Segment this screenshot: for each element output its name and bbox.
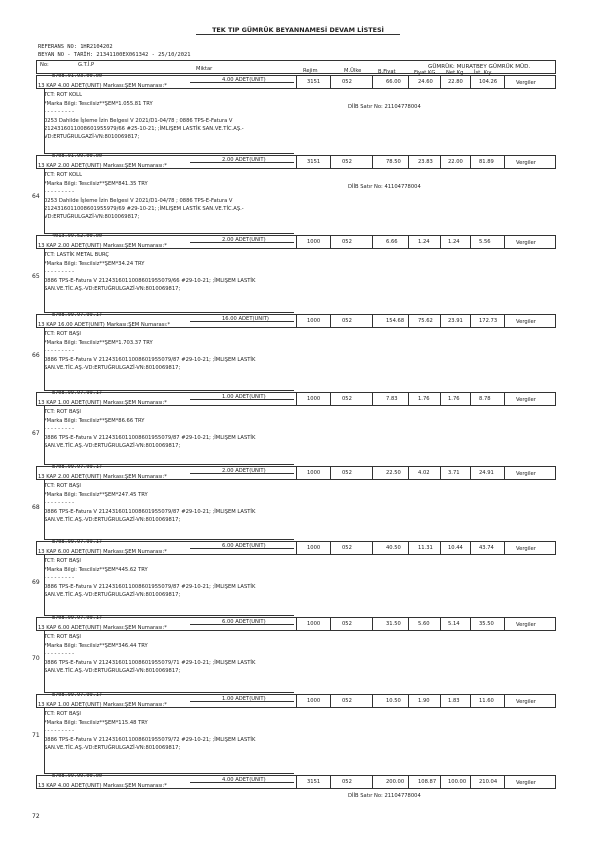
item-6-left-border bbox=[44, 480, 45, 539]
item-5-divider bbox=[470, 392, 471, 406]
item-5-brand-info: *Marka Bilgi: Tescilsiz**ŞEM*86.66 TRY bbox=[44, 418, 145, 424]
item-4-gtip: 8708.99.97.99.17 bbox=[52, 312, 102, 318]
item-7-rejim: 1000 bbox=[307, 545, 321, 551]
item-8-divider bbox=[372, 617, 373, 631]
col-net: Net Kg bbox=[446, 70, 464, 76]
item-7-fkg: 11.31 bbox=[418, 545, 433, 551]
reference-number: REFERANS NO: 1HR2104202 bbox=[38, 44, 113, 50]
item-5-net: 1.76 bbox=[448, 396, 460, 402]
item-6-divider bbox=[408, 466, 409, 480]
item-1-rejim: 3151 bbox=[307, 79, 321, 85]
item-8-package-line: 13 KAP 6.00 ADET(UNIT) Markası:ŞEM Numarası:* bbox=[38, 625, 167, 631]
item-1-divider bbox=[372, 75, 373, 89]
item-6-brand-info: *Marka Bilgi: Tescilsiz**ŞEM*247.45 TRY bbox=[44, 492, 148, 498]
item-3-divider bbox=[408, 235, 409, 249]
item-6-doc-line-1: 0886 TPS-E-Fatura V 2124316011008601955079/87 #29-10-21; ;İMLIŞEM LASTİK bbox=[44, 509, 256, 515]
col-gtip: G.T.İ.P bbox=[78, 62, 95, 68]
title-underline bbox=[196, 34, 400, 35]
document-title: TEK TIP GÜMRÜK BEYANNAMESİ DEVAM LİSTESİ bbox=[212, 26, 384, 34]
item-7-bfiyat: 40.50 bbox=[386, 545, 401, 551]
item-1-net: 22.80 bbox=[448, 79, 463, 85]
item-2-separator: - - - - - - - - - bbox=[44, 189, 75, 195]
item-9-doc-line-2: SAN.VE.TİC.AŞ.-VD:ERTUĞRULGAZİ-VN:8010069817; bbox=[44, 745, 181, 751]
item-7-package-line: 13 KAP 6.00 ADET(UNIT) Markası:ŞEM Numarası:* bbox=[38, 549, 167, 555]
item-7-left-border bbox=[44, 555, 45, 615]
item-7-net: 10.44 bbox=[448, 545, 463, 551]
item-8-divider bbox=[330, 617, 331, 631]
item-5-divider bbox=[440, 392, 441, 406]
item-5-doc-line-2: SAN.VE.TİC.AŞ.-VD:ERTUĞRULGAZİ-VN:8010069817; bbox=[44, 443, 181, 449]
item-2-doc-line-1: 0253 Dahilde İşleme İzin Belgesi V 2021/D1-04/78 ; 0886 TPS-E-Fatura V bbox=[44, 198, 233, 204]
item-2-quantity: 2.00 ADET(UNIT) bbox=[222, 157, 266, 163]
item-5-left-border bbox=[44, 406, 45, 464]
item-1-diib-line: DİİB Satır No: 21104778004 bbox=[348, 104, 421, 110]
item-5-doc-line-1: 0886 TPS-E-Fatura V 2124316011008601955079/87 #29-10-21; ;İMLIŞEM LASTİK bbox=[44, 435, 256, 441]
item-9-country: 052 bbox=[342, 698, 352, 704]
item-7-doc-line-1: 0886 TPS-E-Fatura V 2124316011008601955079/87 #29-10-21; ;İMLIŞEM LASTİK bbox=[44, 584, 256, 590]
item-6-bfiyat: 22.50 bbox=[386, 470, 401, 476]
item-3-separator: - - - - - - - - - bbox=[44, 269, 75, 275]
item-1-left-border bbox=[44, 89, 45, 153]
item-2-divider bbox=[408, 155, 409, 169]
item-1-istat: 104.26 bbox=[479, 79, 498, 85]
item-5-country: 052 bbox=[342, 396, 352, 402]
item-6-divider bbox=[372, 466, 373, 480]
item-1-doc-line-2: 2124316011008601955979/66 #25-10-21; ;İMLIŞEM LASTİK SAN.VE.TİC.AŞ.- bbox=[44, 126, 244, 132]
item-10-divider bbox=[408, 775, 409, 789]
item-8-divider bbox=[470, 617, 471, 631]
item-10-bfiyat: 200.00 bbox=[386, 779, 405, 785]
item-9-brand-info: *Marka Bilgi: Tescilsiz**ŞEM*115.48 TRY bbox=[44, 720, 148, 726]
item-6-package-line: 13 KAP 2.00 ADET(UNIT) Markası:ŞEM Numarası:* bbox=[38, 474, 167, 480]
item-2-item-number: 64 bbox=[32, 193, 40, 200]
item-7-divider bbox=[504, 541, 505, 555]
item-2-diib-line: DİİB Satır No: 41104778004 bbox=[348, 184, 421, 190]
col-bfiyat: B.Fiyat bbox=[378, 69, 396, 75]
item-10-istat: 210.04 bbox=[479, 779, 498, 785]
item-3-doc-line-2: SAN.VE.TİC.AŞ.-VD:ERTUĞRULGAZİ-VN:8010069817; bbox=[44, 286, 181, 292]
item-8-separator: - - - - - - - - - bbox=[44, 651, 75, 657]
item-3-quantity: 2.00 ADET(UNIT) bbox=[222, 237, 266, 243]
item-10-diib-line: DİİB Satır No: 21104778004 bbox=[348, 793, 421, 799]
item-6-country: 052 bbox=[342, 470, 352, 476]
item-10-net: 100.00 bbox=[448, 779, 467, 785]
col-istat: İst. Kıy. bbox=[474, 70, 493, 76]
item-2-divider bbox=[296, 155, 297, 169]
item-9-divider bbox=[470, 694, 471, 708]
item-4-separator: - - - - - - - - - bbox=[44, 348, 75, 354]
item-4-doc-line-2: SAN.VE.TİC.AŞ.-VD:ERTUĞRULGAZİ-VN:8010069817; bbox=[44, 365, 181, 371]
item-3-tct: TCT: LASTİK METAL BURÇ bbox=[44, 252, 110, 258]
item-4-divider bbox=[440, 314, 441, 328]
item-4-divider bbox=[296, 314, 297, 328]
item-3-divider bbox=[372, 235, 373, 249]
item-1-gtip: 8708.91.93.00.00 bbox=[52, 73, 102, 79]
item-2-brand-info: *Marka Bilgi: Tescilsiz**ŞEM*841.35 TRY bbox=[44, 181, 148, 187]
item-4-tct: TCT: ROT BAŞI bbox=[44, 331, 81, 337]
item-2-divider bbox=[372, 155, 373, 169]
item-5-divider bbox=[504, 392, 505, 406]
item-5-item-number: 67 bbox=[32, 430, 40, 437]
item-8-rejim: 1000 bbox=[307, 621, 321, 627]
item-10-divider bbox=[330, 775, 331, 789]
item-4-brand-info: *Marka Bilgi: Tescilsiz**ŞEM*1.703.37 TRY bbox=[44, 340, 153, 346]
item-6-divider bbox=[470, 466, 471, 480]
item-3-brand-info: *Marka Bilgi: Tescilsiz**ŞEM*34.24 TRY bbox=[44, 261, 145, 267]
item-10-country: 052 bbox=[342, 779, 352, 785]
item-9-rejim: 1000 bbox=[307, 698, 321, 704]
item-4-divider bbox=[330, 314, 331, 328]
item-2-istat: 81.89 bbox=[479, 159, 494, 165]
item-3-doc-line-1: 0886 TPS-E-Fatura V 2124316011008601955079/66 #29-10-21; ;İMLIŞEM LASTİK bbox=[44, 278, 256, 284]
item-6-rejim: 1000 bbox=[307, 470, 321, 476]
item-1-divider bbox=[504, 75, 505, 89]
item-4-rejim: 1000 bbox=[307, 318, 321, 324]
item-3-gtip: 4013.99.52.00.00 bbox=[52, 233, 102, 239]
item-7-brand-info: *Marka Bilgi: Tescilsiz**ŞEM*445.62 TRY bbox=[44, 567, 148, 573]
col-no: No: bbox=[40, 62, 49, 68]
item-3-net: 1.24 bbox=[448, 239, 460, 245]
item-8-country: 052 bbox=[342, 621, 352, 627]
item-8-item-number: 70 bbox=[32, 655, 40, 662]
item-4-quantity: 16.00 ADET(UNIT) bbox=[222, 316, 269, 322]
item-7-country: 052 bbox=[342, 545, 352, 551]
item-8-brand-info: *Marka Bilgi: Tescilsiz**ŞEM*346.44 TRY bbox=[44, 643, 148, 649]
item-2-divider bbox=[440, 155, 441, 169]
item-8-istat: 35.50 bbox=[479, 621, 494, 627]
item-2-package-line: 13 KAP 2.00 ADET(UNIT) Markası:ŞEM Numarası:* bbox=[38, 163, 167, 169]
item-9-quantity: 1.00 ADET(UNIT) bbox=[222, 696, 266, 702]
item-10-gtip: 8708.99.99.00.00 bbox=[52, 773, 102, 779]
item-3-divider bbox=[330, 235, 331, 249]
item-2-divider bbox=[470, 155, 471, 169]
item-4-vergiler-label: Vergiler bbox=[516, 319, 536, 325]
item-7-divider bbox=[440, 541, 441, 555]
item-8-vergiler-label: Vergiler bbox=[516, 622, 536, 628]
item-1-brand-info: *Marka Bilgi: Tescilsiz**ŞEM*1.055.81 TRY bbox=[44, 101, 153, 107]
item-7-vergiler-label: Vergiler bbox=[516, 546, 536, 552]
item-10-fkg: 108.87 bbox=[418, 779, 437, 785]
item-9-fkg: 1.90 bbox=[418, 698, 430, 704]
item-3-divider bbox=[296, 235, 297, 249]
item-6-gtip: 8708.99.97.99.17 bbox=[52, 464, 102, 470]
item-5-separator: - - - - - - - - - bbox=[44, 426, 75, 432]
item-1-divider bbox=[408, 75, 409, 89]
item-1-divider bbox=[440, 75, 441, 89]
item-1-quantity: 4.00 ADET(UNIT) bbox=[222, 77, 266, 83]
item-6-quantity: 2.00 ADET(UNIT) bbox=[222, 468, 266, 474]
item-7-doc-line-2: SAN.VE.TİC.AŞ.-VD:ERTUĞRULGAZİ-VN:8010069817; bbox=[44, 592, 181, 598]
item-8-left-border bbox=[44, 631, 45, 692]
item-10-divider bbox=[372, 775, 373, 789]
item-5-bfiyat: 7.83 bbox=[386, 396, 398, 402]
item-10-divider bbox=[296, 775, 297, 789]
item-5-divider bbox=[408, 392, 409, 406]
item-9-item-number: 71 bbox=[32, 732, 40, 739]
declaration-number: BEYAN NO - TARİH: 21341100EX061342 - 25/10/2021 bbox=[38, 52, 191, 58]
item-1-doc-line-3: VD:ERTUĞRULGAZİ-VN:8010069817; bbox=[44, 134, 140, 140]
item-5-gtip: 8708.99.97.99.17 bbox=[52, 390, 102, 396]
item-6-divider bbox=[504, 466, 505, 480]
item-8-doc-line-1: 0886 TPS-E-Fatura V 2124316011008601955079/71 #29-10-21; ;İMLIŞEM LASTİK bbox=[44, 660, 256, 666]
item-9-divider bbox=[372, 694, 373, 708]
item-9-net: 1.83 bbox=[448, 698, 460, 704]
item-1-divider bbox=[296, 75, 297, 89]
item-9-tct: TCT: ROT BAŞI bbox=[44, 711, 81, 717]
item-3-divider bbox=[440, 235, 441, 249]
item-7-quantity: 6.00 ADET(UNIT) bbox=[222, 543, 266, 549]
item-5-vergiler-label: Vergiler bbox=[516, 397, 536, 403]
item-2-gtip: 8708.91.99.00.00 bbox=[52, 153, 102, 159]
item-8-gtip: 8708.99.97.99.17 bbox=[52, 615, 102, 621]
item-5-tct: TCT: ROT BAŞI bbox=[44, 409, 81, 415]
item-8-quantity: 6.00 ADET(UNIT) bbox=[222, 619, 266, 625]
item-5-rejim: 1000 bbox=[307, 396, 321, 402]
item-3-item-number: 65 bbox=[32, 273, 40, 280]
item-8-divider bbox=[504, 617, 505, 631]
item-5-divider bbox=[296, 392, 297, 406]
item-1-package-line: 13 KAP 4.00 ADET(UNIT) Markası:ŞEM Numarası:* bbox=[38, 83, 167, 89]
item-3-divider bbox=[504, 235, 505, 249]
item-7-divider bbox=[408, 541, 409, 555]
item-2-doc-line-2: 2124316011008601955979/69 #29-10-21; ;İMLIŞEM LASTİK SAN.VE.TİC.AŞ.- bbox=[44, 206, 244, 212]
item-4-country: 052 bbox=[342, 318, 352, 324]
col-fkg: Fiyat KG bbox=[414, 70, 436, 76]
item-5-fkg: 1.76 bbox=[418, 396, 430, 402]
item-6-divider bbox=[330, 466, 331, 480]
item-8-doc-line-2: SAN.VE.TİC.AŞ.-VD:ERTUĞRULGAZİ-VN:8010069817; bbox=[44, 668, 181, 674]
item-10-vergiler-label: Vergiler bbox=[516, 780, 536, 786]
item-6-vergiler-label: Vergiler bbox=[516, 471, 536, 477]
item-6-net: 3.71 bbox=[448, 470, 460, 476]
item-7-divider bbox=[296, 541, 297, 555]
item-9-divider bbox=[440, 694, 441, 708]
item-2-vergiler-label: Vergiler bbox=[516, 160, 536, 166]
item-10-package-line: 13 KAP 4.00 ADET(UNIT) Markası:ŞEM Numarası:* bbox=[38, 783, 167, 789]
item-9-left-border bbox=[44, 708, 45, 773]
item-5-divider bbox=[330, 392, 331, 406]
item-1-tct: TCT: ROT KOLL bbox=[44, 92, 82, 98]
item-9-gtip: 8708.99.97.99.17 bbox=[52, 692, 102, 698]
item-2-fkg: 23.83 bbox=[418, 159, 433, 165]
item-8-net: 5.14 bbox=[448, 621, 460, 627]
item-5-package-line: 13 KAP 1.00 ADET(UNIT) Markası:ŞEM Numarası:* bbox=[38, 400, 167, 406]
item-7-gtip: 8708.99.97.99.17 bbox=[52, 539, 102, 545]
item-4-left-border bbox=[44, 328, 45, 390]
item-4-net: 23.91 bbox=[448, 318, 463, 324]
item-8-divider bbox=[440, 617, 441, 631]
item-7-divider bbox=[330, 541, 331, 555]
item-4-doc-line-1: 0886 TPS-E-Fatura V 2124316011008601955079/87 #29-10-21; ;İMLIŞEM LASTİK bbox=[44, 357, 256, 363]
item-8-divider bbox=[296, 617, 297, 631]
item-10-divider bbox=[470, 775, 471, 789]
item-3-vergiler-label: Vergiler bbox=[516, 240, 536, 246]
item-2-tct: TCT: ROT KOLL bbox=[44, 172, 82, 178]
item-1-doc-line-1: 0253 Dahilde İşleme İzin Belgesi V 2021/D1-04/78 ; 0886 TPS-E-Fatura V bbox=[44, 118, 233, 124]
item-9-divider bbox=[296, 694, 297, 708]
item-2-rejim: 3151 bbox=[307, 159, 321, 165]
item-10-divider bbox=[504, 775, 505, 789]
item-5-istat: 8.78 bbox=[479, 396, 491, 402]
item-6-tct: TCT: ROT BAŞI bbox=[44, 483, 81, 489]
item-7-separator: - - - - - - - - - bbox=[44, 575, 75, 581]
item-9-separator: - - - - - - - - - bbox=[44, 728, 75, 734]
item-6-separator: - - - - - - - - - bbox=[44, 500, 75, 506]
item-4-bfiyat: 154.68 bbox=[386, 318, 405, 324]
item-4-divider bbox=[372, 314, 373, 328]
item-10-quantity: 4.00 ADET(UNIT) bbox=[222, 777, 266, 783]
item-3-package-line: 13 KAP 2.00 ADET(UNIT) Markası:ŞEM Numarası:* bbox=[38, 243, 167, 249]
item-4-divider bbox=[470, 314, 471, 328]
item-3-left-border bbox=[44, 249, 45, 312]
item-9-vergiler-label: Vergiler bbox=[516, 699, 536, 705]
item-6-doc-line-2: SAN.VE.TİC.AŞ.-VD:ERTUĞRULGAZİ-VN:8010069817; bbox=[44, 517, 181, 523]
customs-office: GÜMRÜK: MURATBEY GÜMRÜK MÜD. bbox=[428, 64, 531, 70]
item-2-divider bbox=[504, 155, 505, 169]
item-9-divider bbox=[330, 694, 331, 708]
item-8-bfiyat: 31.50 bbox=[386, 621, 401, 627]
item-9-divider bbox=[504, 694, 505, 708]
item-6-item-number: 68 bbox=[32, 504, 40, 511]
item-2-left-border bbox=[44, 169, 45, 233]
item-3-rejim: 1000 bbox=[307, 239, 321, 245]
item-9-package-line: 13 KAP 1.00 ADET(UNIT) Markası:ŞEM Numarası:* bbox=[38, 702, 167, 708]
item-2-bfiyat: 78.50 bbox=[386, 159, 401, 165]
item-7-tct: TCT: ROT BAŞI bbox=[44, 558, 81, 564]
item-7-divider bbox=[470, 541, 471, 555]
item-6-divider bbox=[440, 466, 441, 480]
item-3-country: 052 bbox=[342, 239, 352, 245]
item-7-divider bbox=[372, 541, 373, 555]
item-1-country: 052 bbox=[342, 79, 352, 85]
item-9-istat: 11.60 bbox=[479, 698, 494, 704]
item-4-istat: 172.73 bbox=[479, 318, 498, 324]
item-8-fkg: 5.60 bbox=[418, 621, 430, 627]
item-4-divider bbox=[504, 314, 505, 328]
item-7-item-number: 69 bbox=[32, 579, 40, 586]
item-10-item-number: 72 bbox=[32, 813, 40, 820]
item-2-net: 22.00 bbox=[448, 159, 463, 165]
item-8-tct: TCT: ROT BAŞI bbox=[44, 634, 81, 640]
item-6-fkg: 4.02 bbox=[418, 470, 430, 476]
item-9-divider bbox=[408, 694, 409, 708]
item-1-separator: - - - - - - - - - bbox=[44, 109, 75, 115]
item-6-divider bbox=[296, 466, 297, 480]
col-miktar: Miktar bbox=[196, 66, 213, 72]
col-rejim: Rejim bbox=[303, 68, 318, 74]
item-4-package-line: 13 KAP 16.00 ADET(UNIT) Markası:ŞEM Numarası:* bbox=[38, 322, 171, 328]
item-4-item-number: 66 bbox=[32, 352, 40, 359]
item-1-vergiler-label: Vergiler bbox=[516, 80, 536, 86]
item-2-country: 052 bbox=[342, 159, 352, 165]
item-1-fkg: 24.60 bbox=[418, 79, 433, 85]
item-1-divider bbox=[470, 75, 471, 89]
item-5-quantity: 1.00 ADET(UNIT) bbox=[222, 394, 266, 400]
item-2-divider bbox=[330, 155, 331, 169]
item-8-divider bbox=[408, 617, 409, 631]
item-3-fkg: 1.24 bbox=[418, 239, 430, 245]
item-10-divider bbox=[440, 775, 441, 789]
item-10-rejim: 3151 bbox=[307, 779, 321, 785]
item-5-divider bbox=[372, 392, 373, 406]
item-3-divider bbox=[470, 235, 471, 249]
item-3-istat: 5.56 bbox=[479, 239, 491, 245]
item-4-divider bbox=[408, 314, 409, 328]
item-1-divider bbox=[330, 75, 331, 89]
item-9-doc-line-1: 0886 TPS-E-Fatura V 2124316011008601955079/72 #29-10-21; ;İMLIŞEM LASTİK bbox=[44, 737, 256, 743]
item-1-bfiyat: 66.00 bbox=[386, 79, 401, 85]
item-4-fkg: 75.62 bbox=[418, 318, 433, 324]
col-mensei: M.Ülke bbox=[344, 68, 362, 74]
item-2-doc-line-3: VD:ERTUĞRULGAZİ-VN:8010069817; bbox=[44, 214, 140, 220]
item-6-istat: 24.91 bbox=[479, 470, 494, 476]
item-9-bfiyat: 10.50 bbox=[386, 698, 401, 704]
item-7-istat: 43.74 bbox=[479, 545, 494, 551]
item-3-bfiyat: 6.66 bbox=[386, 239, 398, 245]
